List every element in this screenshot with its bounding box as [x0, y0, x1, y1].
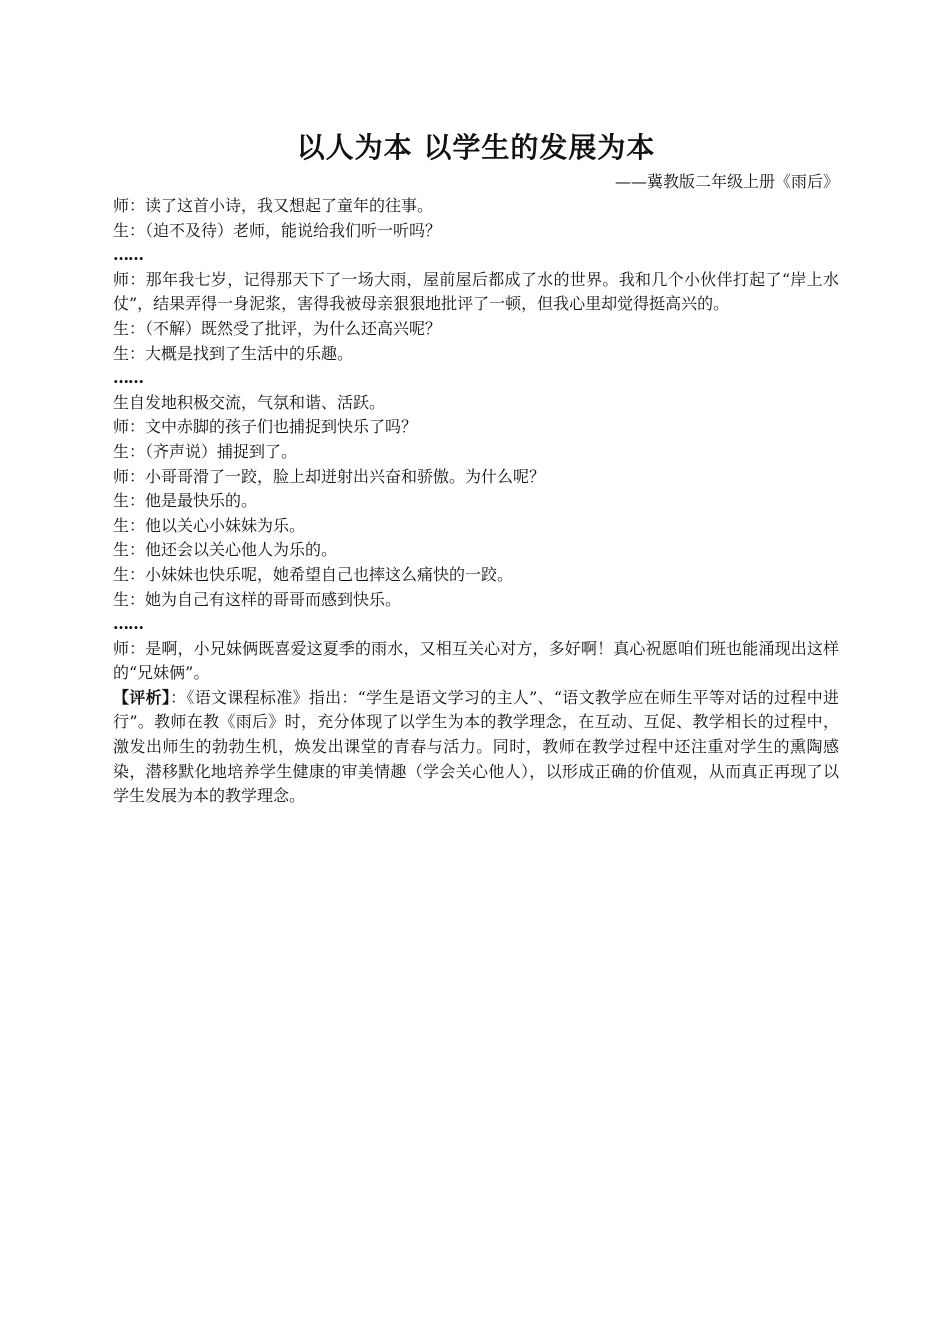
dialogue-line: 师：小哥哥滑了一跤，脸上却迸射出兴奋和骄傲。为什么呢？ — [113, 466, 546, 486]
dialogue-line: 师：文中赤脚的孩子们也捕捉到快乐了吗？ — [113, 417, 418, 437]
dialogue-line: 生：他是最快乐的。 — [113, 491, 258, 511]
dialogue-line: 生：她为自己有这样的哥哥而感到快乐。 — [113, 589, 402, 609]
ellipsis-separator: …… — [113, 614, 143, 634]
document-body — [113, 194, 839, 686]
dialogue-line: 师：那年我七岁，记得那天下了一场大雨，屋前屋后都成了水的世界。我和几个小伙伴打起了“岸上水仗”，结果弄得一身泥浆，害得我被母亲狠狠地批评了一顿，但我心里却觉得挺高兴的。 — [113, 269, 839, 314]
dialogue-line: 生：（齐声说）捕捉到了。 — [113, 441, 298, 461]
ellipsis-separator: …… — [113, 368, 143, 388]
document-subtitle: ——冀教版二年级上册《雨后》 — [614, 172, 839, 191]
dialogue-line: 生：小妹妹也快乐呢，她希望自己也摔这么痛快的一跤。 — [113, 564, 514, 584]
dialogue-line: 生：（不解）既然受了批评，为什么还高兴呢？ — [113, 318, 442, 338]
dialogue-line: 生自发地积极交流，气氛和谐、活跃。 — [113, 392, 386, 412]
dialogue-line: 生：（迫不及待）老师，能说给我们听一听吗？ — [113, 220, 442, 240]
dialogue-line: 生：大概是找到了生活中的乐趣。 — [113, 343, 354, 363]
ellipsis-separator: …… — [113, 245, 143, 265]
analysis-text: ：《语文课程标准》指出：“学生是语文学习的主人”、“语文教学应在师生平等对话的过程中进行”。教师在教《雨后》时，充分体现了以学生为本的教学理念，在互动、互促、教学相长的过程中，激发出师生的勃勃生机，焕发出课堂的青春与活力。同时，教师在教学过程中还注重对学生的熏陶感染，潜移默化地培养学生健康的审美情趣（学会关心他人），以形成正确的价值观，从而真正再现了以学生发展为本的教学理念。 — [113, 687, 839, 806]
analysis-paragraph — [113, 686, 839, 809]
document-title: 以人为本 以学生的发展为本 — [296, 131, 656, 164]
document-page — [113, 128, 839, 809]
dialogue-line: 师：读了这首小诗，我又想起了童年的往事。 — [113, 196, 434, 215]
dialogue-line: 生：他还会以关心他人为乐的。 — [113, 540, 338, 560]
dialogue-line: 师：是啊，小兄妹俩既喜爱这夏季的雨水，又相互关心对方，多好啊！真心祝愿咱们班也能涌现出这样的“兄妹俩”。 — [113, 638, 839, 683]
analysis-label: 【评析】 — [113, 687, 171, 707]
dialogue-line: 生：他以关心小妹妹为乐。 — [113, 515, 306, 535]
